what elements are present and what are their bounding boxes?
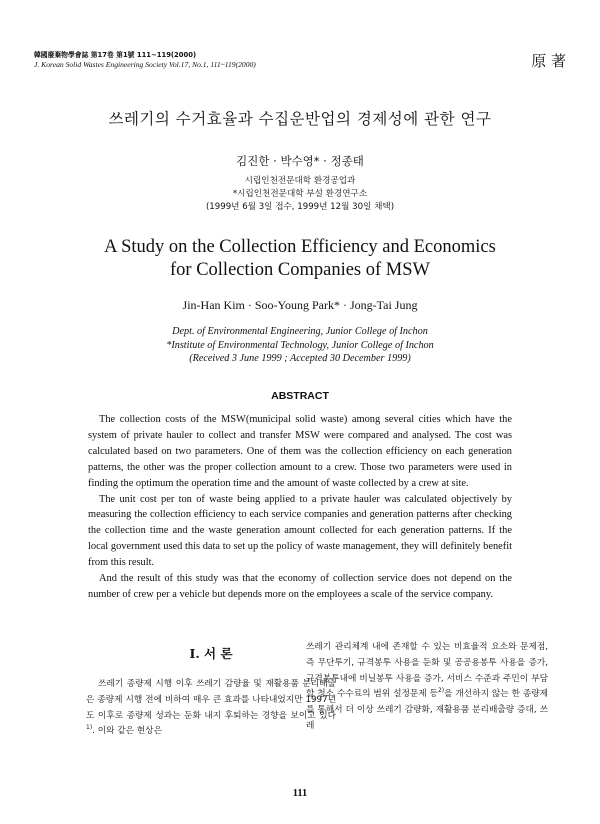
article-type-tag: 原 著 [531, 52, 566, 70]
journal-name-korean: 韓國廢棄物學會誌 第17卷 第1號 111~119(2000) [34, 51, 197, 59]
abstract-paragraph: The unit cost per ton of waste being applied to a private hauler was calculated objectively by measuring the collection efficiency to each service companies and generation patterns after checking the collection time and the waste generation amount collected for each generation patterns. If the local government used this data to set up the policy of waste management, they will definitely benefit from this result. [88, 493, 512, 569]
body-column-right [306, 640, 548, 735]
korean-title: 쓰레기의 수거효율과 수집운반업의 경제성에 관한 연구 [108, 110, 492, 128]
english-title [0, 236, 600, 282]
reference-marker: 2) [437, 687, 445, 695]
page-number: 111 [292, 788, 308, 799]
body-text: 쓰레기 종량제 시행 이후 쓰레기 감량율 및 재활용품 분리배출은 종량제 시행 전에 비하여 매우 큰 효과를 나타내었지만 1997년도 이후로 종량제 성과는 둔화 내지 후퇴하는 경향을 보이고 있다 [86, 679, 336, 721]
korean-affiliations [0, 175, 600, 215]
korean-affiliation-1: 시립인천전문대학 환경공업과 [244, 176, 356, 186]
korean-authors: 김진한 · 박수영* · 정종태 [236, 154, 364, 168]
english-affiliations [0, 325, 600, 366]
abstract-paragraph: The collection costs of the MSW(municipal solid waste) among several cities which have the system of private hauler to collect and transfer MSW were compared and analysed. The cost was calculated based on two parameters. One of them was the collection efficiency on each generation patterns, the other was the proper collection amount to a crew. Those two parameters were used in finding the optimum the operation time and the amount of waste collected by a crew at site. [88, 414, 512, 489]
english-affiliation-1: Dept. of Environmental Engineering, Junior College of Inchon [172, 326, 428, 337]
body-text: 쓰레기 관리체계 내에 존재할 수 있는 비효율적 요소와 문제점, 즉 무단투기, 규격봉투 사용을 둔화 및 공공용봉투 사용을 증가, 규격봉투내에 비닐봉투 사용을 증가, 서비스 수준과 주민이 부담할 청소 수수료의 범위 설정문제 등 [306, 642, 548, 700]
journal-name-english: J. Korean Solid Wastes Engineering Society Vol.17, No.1, 111~119(2000) [34, 60, 256, 69]
section-heading-introduction: Ⅰ. 서 론 [189, 646, 233, 661]
body-text: . 이와 같은 현상은 [92, 726, 162, 737]
english-affiliation-2: *Institute of Environmental Technology, Junior College of Inchon [166, 339, 434, 351]
korean-affiliation-2: *시립인천전문대학 부설 환경연구소 [232, 189, 368, 200]
body-paragraph [306, 640, 548, 735]
abstract-body [88, 412, 512, 603]
english-title-line-2: for Collection Companies of MSW [170, 260, 430, 280]
abstract-paragraph: And the result of this study was that the economy of collection service does not depend on the number of crew per a vehicle but depends more on the employees a scale of the service company. [88, 573, 512, 600]
english-received-date: (Received 3 June 1999 ; Accepted 30 December 1999) [189, 353, 411, 365]
journal-header [34, 50, 256, 70]
body-text: 을 개선하지 않는 한 종량제를 통해서 더 이상 쓰레기 감량화, 재활용품 분리배출량 증대, 쓰레 [306, 689, 548, 731]
korean-received-date: (1999년 6월 3일 접수, 1999년 12월 30일 채택) [205, 202, 395, 213]
english-authors: Jin-Han Kim · Soo-Young Park* · Jong-Tai Jung [182, 298, 418, 312]
abstract-heading: ABSTRACT [271, 390, 329, 402]
reference-marker: 1) [86, 724, 93, 732]
body-column-left [86, 645, 336, 740]
english-title-line-1: A Study on the Collection Efficiency and Economics [104, 237, 496, 257]
body-paragraph [86, 677, 336, 740]
